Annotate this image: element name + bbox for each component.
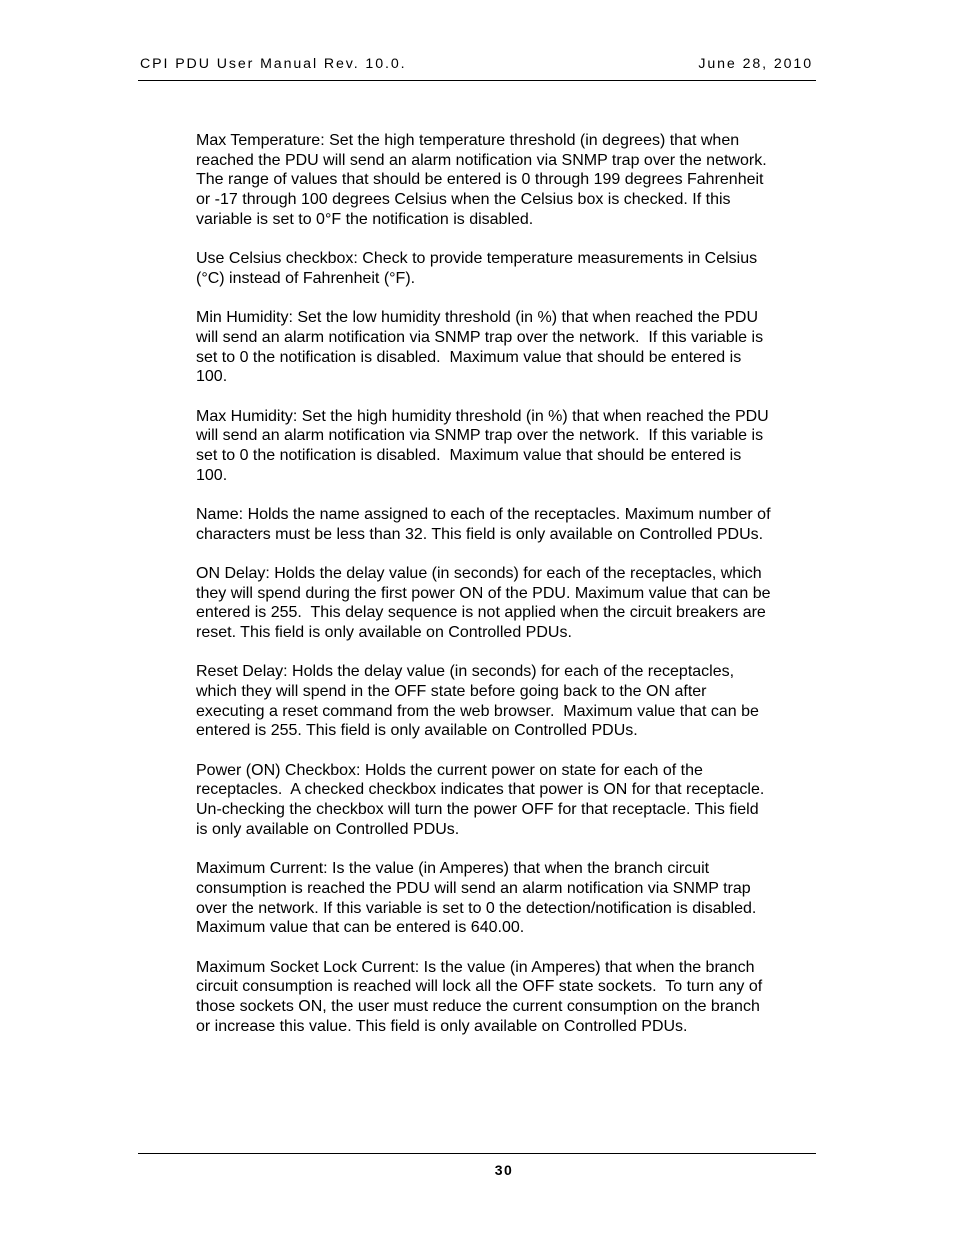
paragraph-max-humidity: Max Humidity: Set the high humidity threshold (in %) that when reached the PDU will send an alarm notification via SNMP trap over the network. If this variable is set to 0 the notification is disabled. Maximum value that should be entered is 100. [196,407,769,484]
paragraph-power-on-checkbox: Power (ON) Checkbox: Holds the current power on state for each of the receptacles. A checked checkbox indicates that power is ON for that receptacle. Un-checking the checkbox will turn the power OFF for that receptacle. This field is only available on Controlled PDUs. [196,761,765,838]
paragraph-max-temperature: Max Temperature: Set the high temperature threshold (in degrees) that when reached the PDU will send an alarm notification via SNMP trap over the network. The range of values that should be entered is 0 through 199 degrees Fahrenheit or -17 through 100 degrees Celsius when the Celsius box is checked. If this variable is set to 0°F the notification is disabled. [196,132,767,228]
paragraph-name: Name: Holds the name assigned to each of the receptacles. Maximum number of characters must be less than 32. This field is only available on Controlled PDUs. [196,505,771,543]
page-number: 30 [494,1162,514,1178]
body-text [196,131,821,1056]
document-title: CPI PDU User Manual Rev. 10.0. [140,56,407,72]
document-date: June 28, 2010 [698,56,813,72]
header-rule [138,80,816,81]
paragraph-maximum-socket-lock-current: Maximum Socket Lock Current: Is the value (in Amperes) that when the branch circuit consumption is reached will lock all the OFF state sockets. To turn any of those sockets ON, the user must reduce the current consumption on the branch or increase this value. This field is only available on Controlled PDUs. [196,958,763,1035]
footer-rule [138,1153,816,1154]
page-header [138,56,815,76]
paragraph-maximum-current: Maximum Current: Is the value (in Amperes) that when the branch circuit consumption is reached the PDU will send an alarm notification via SNMP trap over the network. If this variable is set to 0 the detection/notification is disabled. Maximum value that can be entered is 640.00. [196,860,757,937]
paragraph-use-celsius: Use Celsius checkbox: Check to provide temperature measurements in Celsius (°C) instead of Fahrenheit (°F). [196,250,758,287]
paragraph-min-humidity: Min Humidity: Set the low humidity threshold (in %) that when reached the PDU will send an alarm notification via SNMP trap over the network. If this variable is set to 0 the notification is disabled. Maximum value that should be entered is 100. [196,309,764,386]
paragraph-reset-delay: Reset Delay: Holds the delay value (in seconds) for each of the receptacles, which they will spend in the OFF state before going back to the ON after executing a reset command from the web browser. Maximum value that can be entered is 255. This field is only available on Controlled PDUs. [196,663,759,740]
paragraph-on-delay: ON Delay: Holds the delay value (in seconds) for each of the receptacles, which they will spend during the first power ON of the PDU. Maximum value that can be entered is 255. This delay sequence is not applied when the circuit breakers are reset. This field is only available on Controlled PDUs. [196,564,771,642]
